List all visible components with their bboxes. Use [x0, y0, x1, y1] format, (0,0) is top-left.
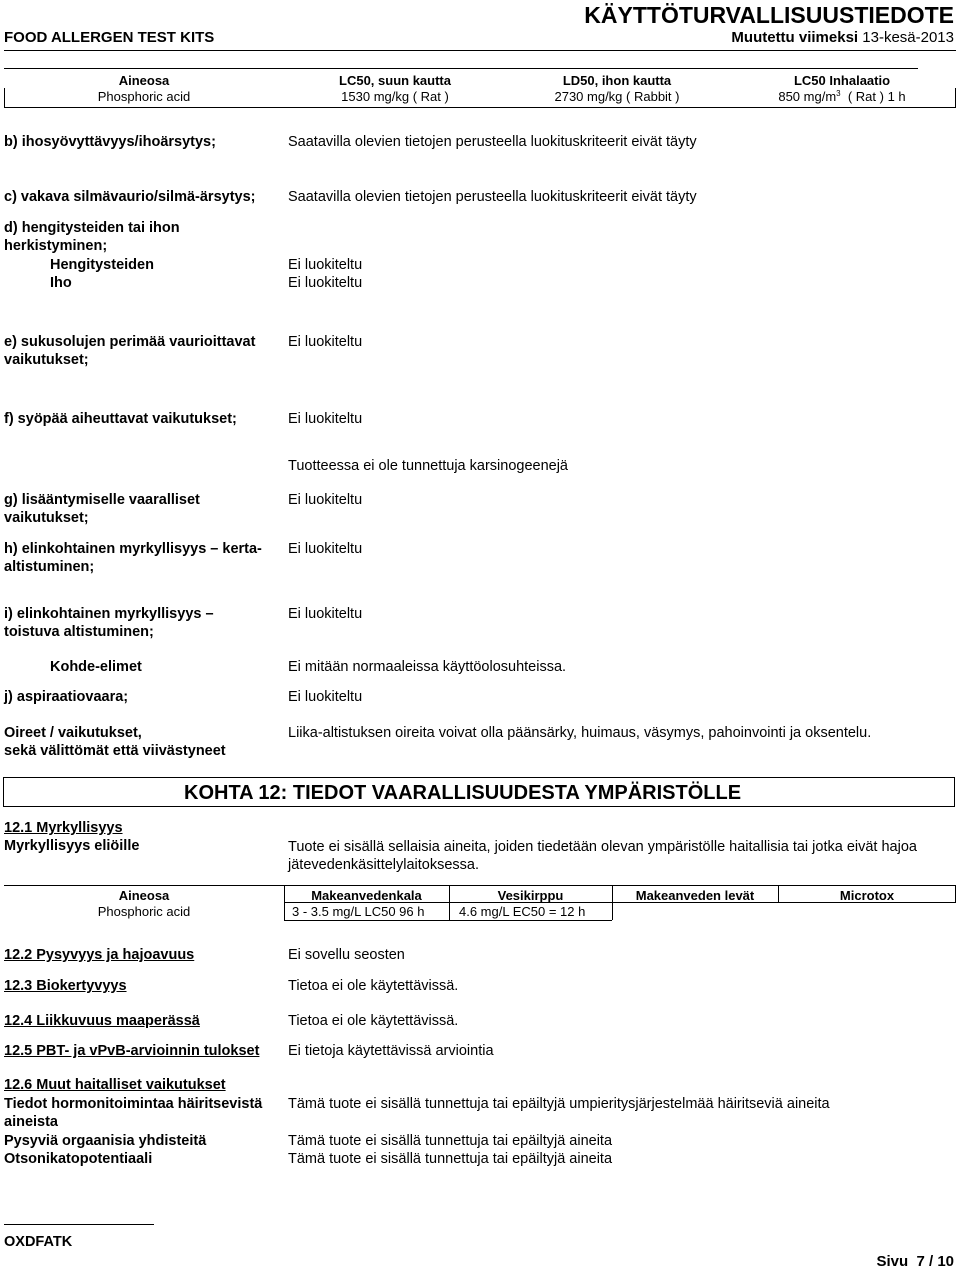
- header-rule: [4, 50, 956, 51]
- item-j-label: j) aspiraatiovaara;: [4, 689, 129, 705]
- item-c-value: Saatavilla olevien tietojen perusteella luokituskriteerit eivät täyty: [288, 189, 697, 205]
- tox-table-right-rule: [955, 88, 956, 107]
- item-i-label-2: toistuva altistuminen;: [4, 624, 154, 640]
- item-h-label-2: altistuminen;: [4, 559, 95, 575]
- symptoms-value: Liika-altistuksen oireita voivat olla päänsärky, huimaus, väsymys, pahoinvointi ja oksentelu.: [288, 725, 872, 741]
- table-cell: 3 - 3.5 mg/L LC50 96 h: [292, 903, 425, 919]
- item-d-sub2-label: Iho: [50, 275, 72, 291]
- s123-heading: 12.3 Biokertyvyys: [4, 978, 127, 994]
- item-d-sub1-label: Hengitysteiden: [50, 257, 154, 273]
- table-row: [4, 88, 956, 104]
- item-e-label-2: vaikutukset;: [4, 352, 89, 368]
- item-c-label: c) vakava silmävaurio/silmä-ärsytys;: [4, 189, 256, 205]
- table-cell: [612, 903, 778, 919]
- s126-r3-label: Otsonikatopotentiaali: [4, 1151, 153, 1167]
- table-header-cell: LC50, suun kautta: [339, 72, 451, 88]
- eco-col-rule: [955, 885, 956, 902]
- s126-r1-value: Tämä tuote ei sisällä tunnettuja tai epäiltyjä umpieritysjärjestelmää häiritseviä aineita: [288, 1096, 830, 1112]
- s123-value: Tietoa ei ole käytettävissä.: [288, 978, 459, 994]
- table-cell: [778, 903, 956, 919]
- revision-date: [731, 29, 954, 46]
- item-h-value: Ei luokiteltu: [288, 541, 363, 557]
- s125-value: Ei tietoja käytettävissä arviointia: [288, 1043, 494, 1059]
- s121-sub: Myrkyllisyys eliöille: [4, 838, 140, 854]
- toxicity-table: [4, 72, 956, 104]
- table-header-row: [4, 887, 956, 903]
- item-j-value: Ei luokiteltu: [288, 689, 363, 705]
- item-f-note: Tuotteessa ei ole tunnettuja karsinogeenejä: [288, 458, 568, 474]
- table-cell: Phosphoric acid: [97, 903, 191, 919]
- item-g-label-1: g) lisääntymiselle vaaralliset: [4, 492, 200, 508]
- page-number: [876, 1253, 954, 1270]
- target-organs-value: Ei mitään normaaleissa käyttöolosuhteissa.: [288, 659, 567, 675]
- tox-table-top-rule: [4, 68, 918, 69]
- page-number-value: 7 / 10: [916, 1253, 954, 1270]
- item-d-sub2-value: Ei luokiteltu: [288, 275, 363, 291]
- item-f-label: f) syöpää aiheuttavat vaikutukset;: [4, 411, 237, 427]
- s121-heading: 12.1 Myrkyllisyys: [4, 820, 123, 836]
- table-header-cell: Makeanvedenkala: [311, 887, 422, 903]
- item-b-value: Saatavilla olevien tietojen perusteella luokituskriteerit eivät täyty: [288, 134, 697, 150]
- s126-heading: 12.6 Muut haitalliset vaikutukset: [4, 1077, 226, 1093]
- table-header-cell: Aineosa: [118, 72, 170, 88]
- table-header-cell: Makeanveden levät: [635, 887, 755, 903]
- revised-label: Muutettu viimeksi: [731, 29, 859, 46]
- eco-col-rule: [612, 885, 613, 920]
- inhal-rest: ( Rat ) 1 h: [847, 88, 906, 104]
- symptoms-label-1: Oireet / vaikutukset,: [4, 725, 142, 741]
- table-header-cell: Aineosa: [118, 887, 170, 903]
- s125-heading: 12.5 PBT- ja vPvB-arvioinnin tulokset: [4, 1043, 260, 1059]
- s126-r1-label-cont: aineista: [4, 1114, 58, 1130]
- page-label: Sivu: [876, 1253, 909, 1270]
- revised-date-value: 13-kesä-2013: [862, 29, 954, 46]
- item-b-label: b) ihosyövyttävyys/ihoärsytys;: [4, 134, 216, 150]
- target-organs-label: Kohde-elimet: [50, 659, 142, 675]
- table-cell: 4.6 mg/L EC50 = 12 h: [459, 903, 586, 919]
- s122-heading: 12.2 Pysyvyys ja hajoavuus: [4, 947, 195, 963]
- section-12-title: KOHTA 12: TIEDOT VAARALLISUUDESTA YMPÄRISTÖLLE: [184, 782, 742, 804]
- item-d-sub1-value: Ei luokiteltu: [288, 257, 363, 273]
- item-d-label-2: herkistyminen;: [4, 238, 108, 254]
- item-f-value: Ei luokiteltu: [288, 411, 363, 427]
- company-name: FOOD ALLERGEN TEST KITS: [4, 29, 215, 46]
- item-i-value: Ei luokiteltu: [288, 606, 363, 622]
- table-cell: 2730 mg/kg ( Rabbit ): [554, 88, 680, 104]
- table-header-row: [4, 72, 956, 88]
- s126-r1-label: Tiedot hormonitoimintaa häiritsevistä: [4, 1096, 263, 1112]
- item-g-label-2: vaikutukset;: [4, 510, 89, 526]
- eco-table-top-rule: [4, 885, 956, 886]
- s121-value: Tuote ei sisällä sellaisia aineita, joiden tiedetään olevan ympäristölle haitallisia tai jotka eivät hajoa jätevedenkäsittelylaitoksessa.: [288, 839, 917, 873]
- item-e-label-1: e) sukusolujen perimää vaurioittavat: [4, 334, 256, 350]
- s126-r2-value: Tämä tuote ei sisällä tunnettuja tai epäiltyjä aineita: [288, 1133, 613, 1149]
- table-cell: Phosphoric acid: [97, 88, 191, 104]
- eco-table-mid-rule: [284, 902, 956, 903]
- footer-code: OXDFATK: [4, 1234, 73, 1250]
- table-header-cell: LC50 Inhalaatio: [793, 72, 891, 88]
- eco-col-rule: [449, 885, 450, 920]
- item-h-label-1: h) elinkohtainen myrkyllisyys – kerta-: [4, 541, 262, 557]
- eco-table-bottom-rule: [284, 920, 612, 921]
- eco-col-rule: [778, 885, 779, 902]
- item-g-value: Ei luokiteltu: [288, 492, 363, 508]
- table-header-cell: Vesikirppu: [497, 887, 564, 903]
- footer-rule: [4, 1224, 154, 1225]
- tox-table-left-rule: [4, 88, 5, 107]
- table-row: [4, 903, 956, 919]
- table-header-cell: LD50, ihon kautta: [562, 72, 672, 88]
- table-cell: 1530 mg/kg ( Rat ): [341, 88, 449, 104]
- eco-col-rule: [284, 885, 285, 920]
- document-title: KÄYTTÖTURVALLISUUSTIEDOTE: [584, 2, 954, 28]
- inhal-value: 850 mg/m: [778, 88, 837, 104]
- item-e-value: Ei luokiteltu: [288, 334, 363, 350]
- tox-table-bottom-rule: [4, 107, 956, 108]
- section-12-heading-box: [3, 777, 955, 807]
- s126-r3-value: Tämä tuote ei sisällä tunnettuja tai epäiltyjä aineita: [288, 1151, 613, 1167]
- s122-value: Ei sovellu seosten: [288, 947, 405, 963]
- inhal-sup: 3: [836, 88, 841, 98]
- symptoms-label-2: sekä välittömät että viivästyneet: [4, 743, 226, 759]
- item-i-label-1: i) elinkohtainen myrkyllisyys –: [4, 606, 214, 622]
- s124-value: Tietoa ei ole käytettävissä.: [288, 1013, 459, 1029]
- item-d-label-1: d) hengitysteiden tai ihon: [4, 220, 180, 236]
- table-cell: [728, 88, 956, 104]
- s124-heading: 12.4 Liikkuvuus maaperässä: [4, 1013, 200, 1029]
- s126-r2-label: Pysyviä orgaanisia yhdisteitä: [4, 1133, 207, 1149]
- ecotoxicity-table: [4, 887, 956, 919]
- table-header-cell: Microtox: [839, 887, 895, 903]
